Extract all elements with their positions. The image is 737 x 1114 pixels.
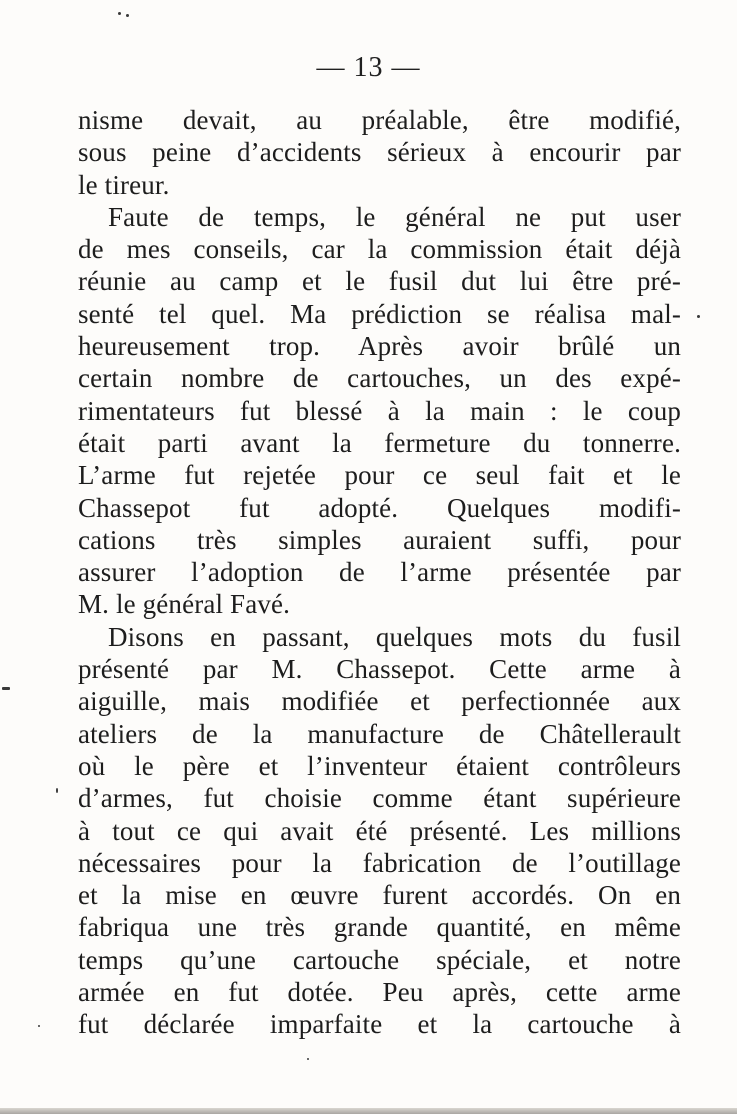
page-number: — 13 —	[316, 52, 421, 83]
text-line: de mes conseils, car la commission était déjà	[78, 234, 681, 265]
text-line: où le père et l’inventeur étaient contrôleurs	[78, 750, 681, 781]
scan-speck	[118, 12, 121, 15]
text-line: heureusement trop. Après avoir brûlé un	[78, 331, 681, 362]
text-line: sous peine d’accidents sérieux à encourir par	[78, 137, 681, 168]
text-line: Disons en passant, quelques mots du fusil	[108, 621, 681, 652]
text-line: nisme devait, au préalable, être modifié,	[78, 105, 681, 135]
text-line: aiguille, mais modifiée et perfectionnée aux	[78, 686, 681, 717]
text-line: présenté par M. Chassepot. Cette arme à	[78, 654, 681, 685]
text-line: d’armes, fut choisie comme étant supérieure	[78, 783, 681, 814]
paragraph-3	[78, 621, 681, 1041]
text-line: Faute de temps, le général ne put user	[108, 201, 681, 232]
text-line: L’arme fut rejetée pour ce seul fait et le	[78, 460, 681, 491]
text-line: à tout ce qui avait été présenté. Les millions	[78, 815, 681, 846]
text-line: nécessaires pour la fabrication de l’outillage	[78, 847, 681, 878]
scan-speck	[56, 788, 58, 793]
text-line: réunie au camp et le fusil dut lui être pré-	[78, 266, 681, 297]
text-line: M. le général Favé.	[78, 589, 291, 620]
text-line: Chassepot fut adopté. Quelques modifi-	[78, 492, 681, 523]
page-bottom-edge	[0, 1108, 737, 1114]
text-line: fabriqua une très grande quantité, en même	[78, 912, 681, 943]
scan-speck	[126, 14, 129, 17]
text-line: ateliers de la manufacture de Châtellerault	[78, 718, 681, 749]
text-line: le tireur.	[78, 169, 170, 200]
text-line: temps qu’une cartouche spéciale, et notre	[78, 944, 681, 975]
scan-speck	[307, 1058, 309, 1060]
paragraph-1	[78, 104, 681, 201]
text-line: était parti avant la fermeture du tonnerre.	[78, 427, 681, 458]
scan-speck	[38, 1025, 40, 1027]
text-line: fut déclarée imparfaite et la cartouche à	[78, 1009, 681, 1040]
scan-speck	[2, 687, 10, 690]
text-line: rimentateurs fut blessé à la main : le coup	[78, 395, 681, 426]
text-line: cations très simples auraient suffi, pour	[78, 524, 681, 555]
text-line: armée en fut dotée. Peu après, cette arme	[78, 977, 681, 1008]
body-text	[78, 104, 681, 1041]
text-line: certain nombre de cartouches, un des expé-	[78, 363, 681, 394]
paragraph-2	[78, 201, 681, 621]
text-line: et la mise en œuvre furent accordés. On en	[78, 880, 681, 911]
text-line: senté tel quel. Ma prédiction se réalisa mal-	[78, 298, 681, 329]
scan-speck	[697, 315, 700, 318]
text-line: assurer l’adoption de l’arme présentée par	[78, 557, 681, 588]
